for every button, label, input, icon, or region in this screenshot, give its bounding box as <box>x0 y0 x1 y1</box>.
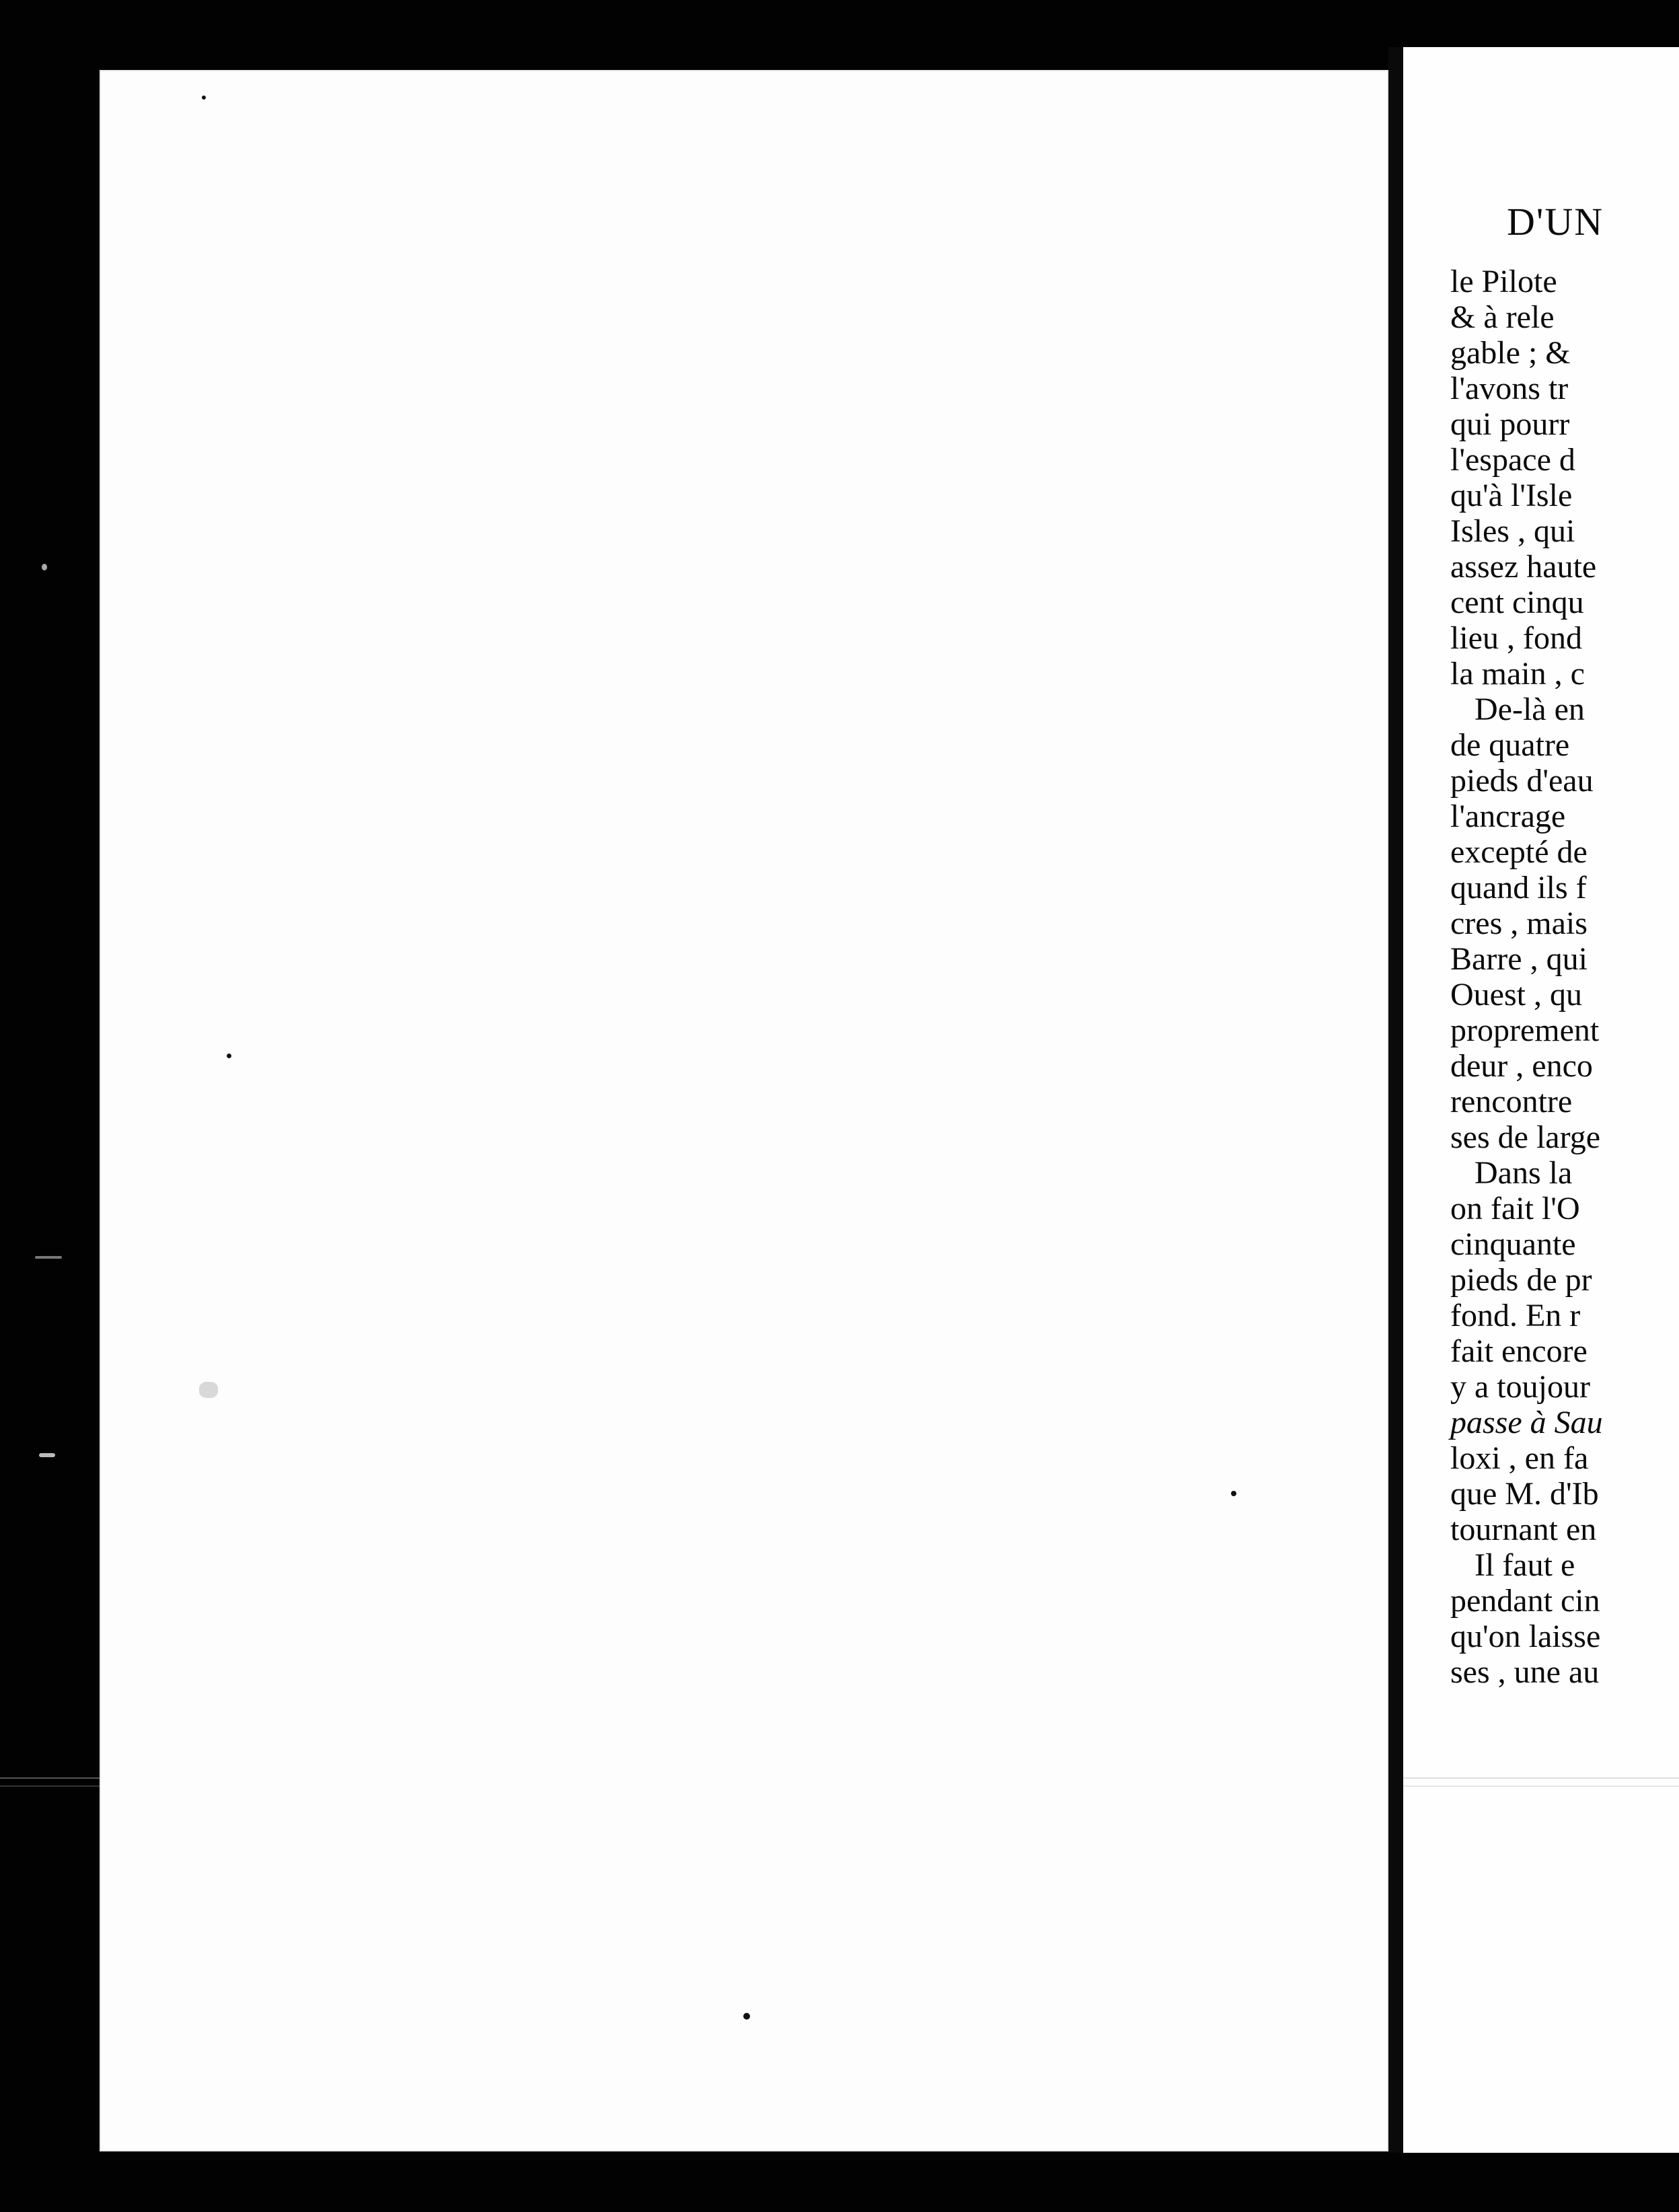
text-line: l'ancrage <box>1450 799 1566 834</box>
text-line: l'avons tr <box>1450 371 1569 406</box>
ink-speck <box>202 96 206 100</box>
text-line: passe à Sau <box>1450 1405 1603 1440</box>
text-line: pendant cin <box>1450 1583 1600 1619</box>
text-line: cres , mais <box>1450 906 1588 941</box>
ink-speck <box>42 564 47 570</box>
text-line: que M. d'Ib <box>1450 1476 1599 1512</box>
text-line: la main , c <box>1450 656 1585 692</box>
ink-speck <box>39 1453 55 1457</box>
text-line: gable ; & <box>1450 335 1571 371</box>
text-line: Il faut e <box>1475 1547 1575 1583</box>
page-gutter <box>1388 47 1403 2153</box>
text-line: fait encore <box>1450 1333 1588 1369</box>
text-line: assez haute <box>1450 549 1597 585</box>
text-line: Isles , qui <box>1450 513 1575 549</box>
blank-left-page <box>100 70 1388 2151</box>
text-line: ses de large <box>1450 1119 1601 1155</box>
ink-speck <box>227 1054 231 1058</box>
text-line: Dans la <box>1475 1155 1573 1191</box>
right-page <box>1403 47 1679 2153</box>
text-line: qu'on laisse <box>1450 1619 1601 1654</box>
body-text <box>1450 264 1679 1690</box>
text-line: le Pilote <box>1450 264 1557 299</box>
text-line: De-là en <box>1475 692 1585 727</box>
scan-smudge <box>199 1382 218 1398</box>
text-line: loxi , en fa <box>1450 1440 1589 1476</box>
running-head: D'UN <box>1507 200 1604 244</box>
scan-line <box>0 1785 100 1787</box>
text-line: proprement <box>1450 1012 1600 1048</box>
ink-speck <box>35 1256 62 1259</box>
text-line: l'espace d <box>1450 442 1575 478</box>
text-line: lieu , fond <box>1450 620 1582 656</box>
text-line: qu'à l'Isle <box>1450 478 1573 513</box>
text-line: rencontre <box>1450 1084 1573 1119</box>
text-line: y a toujour <box>1450 1369 1590 1405</box>
text-line: pieds de pr <box>1450 1262 1592 1298</box>
text-line: on fait l'O <box>1450 1191 1580 1226</box>
text-line: & à rele <box>1450 299 1555 335</box>
scan-line <box>1403 1777 1679 1779</box>
text-line: excepté de <box>1450 834 1588 870</box>
ink-speck <box>1231 1491 1236 1496</box>
text-line: pieds d'eau <box>1450 763 1594 799</box>
text-line: Barre , qui <box>1450 941 1588 977</box>
text-line: qui pourr <box>1450 406 1570 442</box>
scan-line <box>1403 1785 1679 1787</box>
ink-speck <box>743 2013 750 2020</box>
text-line: deur , enco <box>1450 1048 1593 1084</box>
text-line: de quatre <box>1450 727 1570 763</box>
text-line: Ouest , qu <box>1450 977 1582 1012</box>
text-line: fond. En r <box>1450 1298 1581 1333</box>
scan-line <box>0 1777 100 1779</box>
text-line: cent cinqu <box>1450 585 1584 620</box>
text-line: tournant en <box>1450 1512 1597 1547</box>
text-line: cinquante <box>1450 1226 1576 1262</box>
text-line: quand ils f <box>1450 870 1587 906</box>
text-line: ses , une au <box>1450 1654 1600 1690</box>
